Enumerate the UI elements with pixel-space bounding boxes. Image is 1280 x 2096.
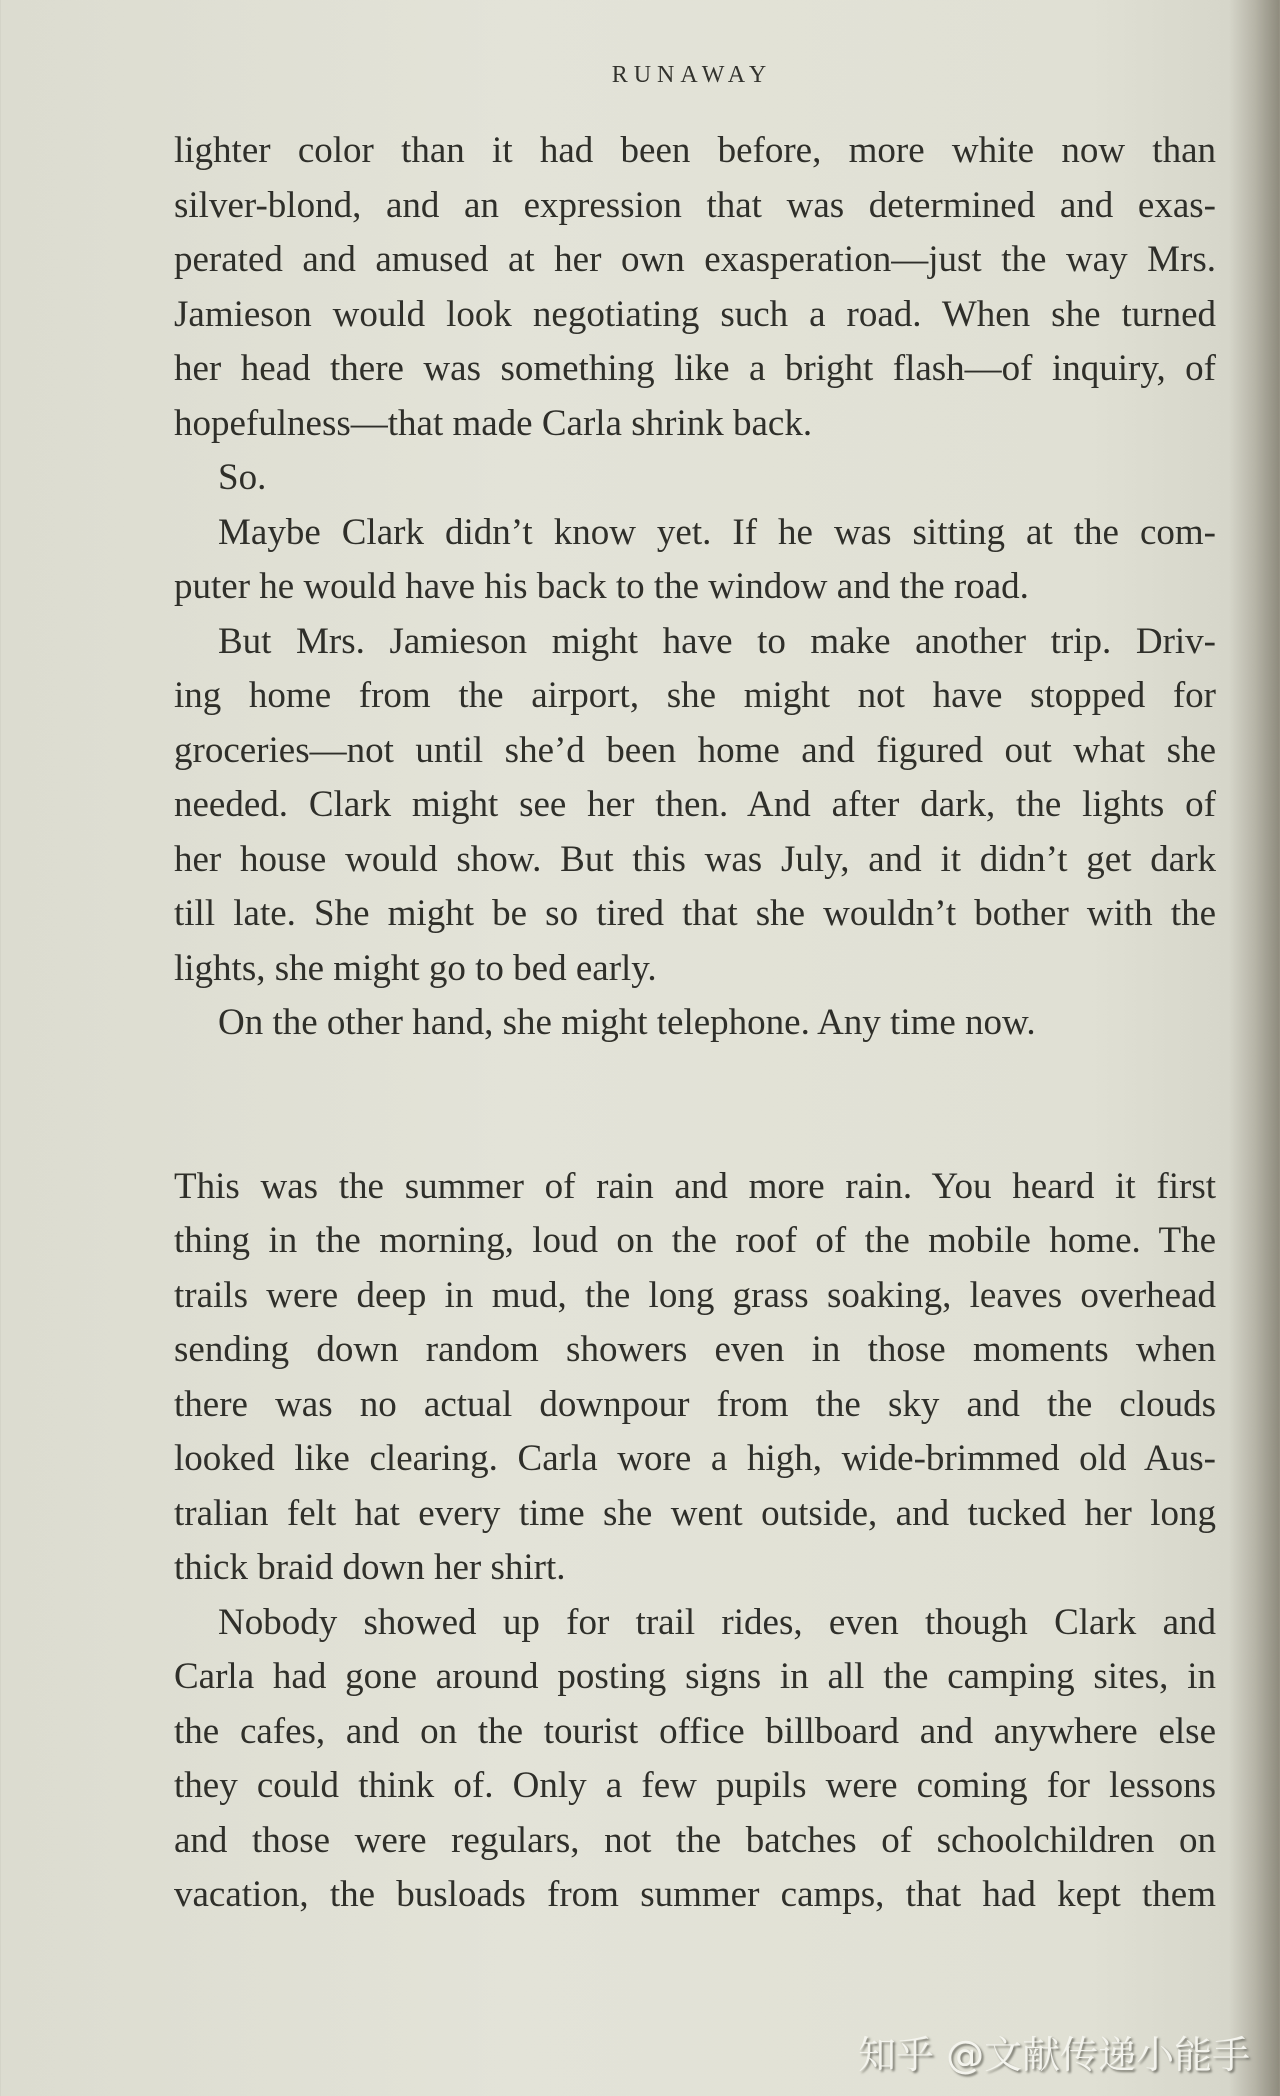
text-line: Nobody showed up for trail rides, even though Clark and [218, 1601, 1216, 1643]
text-line: vacation, the busloads from summer camps, that had kept them [174, 1874, 1216, 1915]
text-line: lights, she might go to bed early. [174, 947, 657, 989]
text-line: they could think of. Only a few pupils were coming for lessons [174, 1765, 1216, 1806]
text-line: her house would show. But this was July, and it didn’t get dark [174, 838, 1216, 880]
text-line: Carla had gone around posting signs in all the camping sites, in [174, 1656, 1216, 1697]
text-line: tralian felt hat every time she went outside, and tucked her long [174, 1492, 1216, 1534]
text-line: groceries—not until she’d been home and figured out what she [174, 729, 1216, 771]
text-line: But Mrs. Jamieson might have to make another trip. Driv- [218, 620, 1216, 662]
text-line: till late. She might be so tired that she wouldn’t bother with the [174, 893, 1216, 934]
text-line: thick braid down her shirt. [174, 1547, 566, 1588]
section-break [174, 1051, 1216, 1106]
text-line: Maybe Clark didn’t know yet. If he was sitting at the com- [218, 511, 1216, 553]
text-line: there was no actual downpour from the sky and the clouds [174, 1383, 1216, 1425]
text-line: On the other hand, she might telephone. Any time now. [218, 1002, 1036, 1043]
text-line: perated and amused at her own exasperation—just the way Mrs. [174, 239, 1216, 280]
text-line: the cafes, and on the tourist office billboard and anywhere else [174, 1710, 1216, 1752]
text-line: This was the summer of rain and more rain. You heard it first [174, 1165, 1216, 1207]
section-break [174, 1105, 1216, 1160]
text-line: thing in the morning, loud on the roof of the mobile home. The [174, 1220, 1216, 1261]
text-line: looked like clearing. Carla wore a high, wide-brimmed old Aus- [174, 1438, 1216, 1479]
text-line: and those were regulars, not the batches of schoolchildren on [174, 1819, 1216, 1861]
text-line: ing home from the airport, she might not have stopped for [174, 675, 1216, 716]
text-line: lighter color than it had been before, more white now than [174, 130, 1216, 171]
running-header: RUNAWAY [611, 62, 773, 88]
text-line: sending down random showers even in those moments when [174, 1329, 1216, 1370]
page-body-text [174, 124, 1216, 1923]
text-line: puter he would have his back to the window and the road. [174, 566, 1029, 607]
text-line: trails were deep in mud, the long grass soaking, leaves overhead [174, 1274, 1216, 1316]
text-line: So. [218, 457, 267, 498]
text-line: silver-blond, and an expression that was determined and exas- [174, 184, 1216, 226]
text-line: needed. Clark might see her then. And after dark, the lights of [174, 784, 1216, 825]
watermark: 知乎 @文献传递小能手 [858, 2033, 1251, 2077]
text-line: Jamieson would look negotiating such a road. When she turned [174, 293, 1216, 335]
text-line: hopefulness—that made Carla shrink back. [174, 402, 813, 444]
text-line: her head there was something like a bright flash—of inquiry, of [174, 348, 1216, 389]
